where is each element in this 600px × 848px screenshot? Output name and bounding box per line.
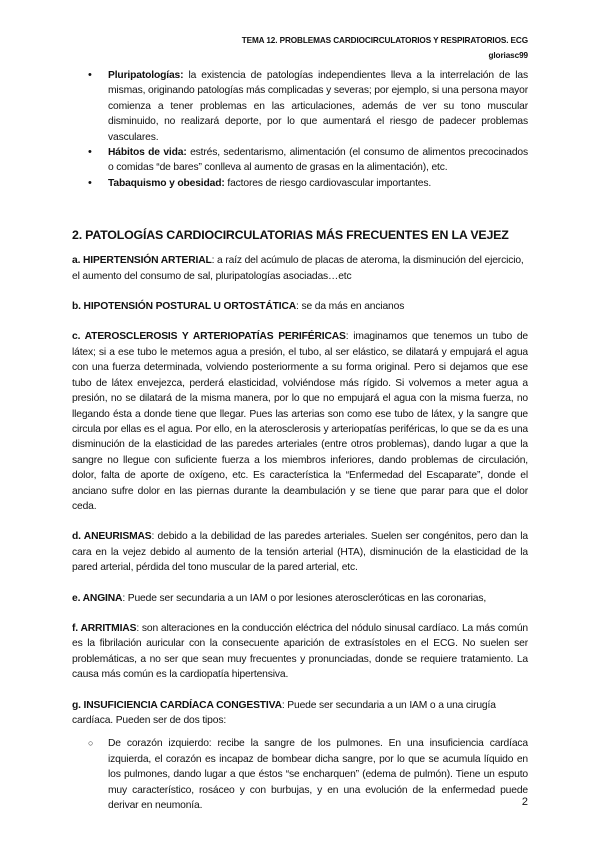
- paragraph-text: : debido a la debilidad de las paredes arteriales. Suelen ser congénitos, pero dan la cara en la vejez debido al aumento de la tensión arterial (HTA), disminución de la elasticidad de la pared arterial, pérdida del tono muscular de la pared arterial, etc.: [72, 531, 528, 574]
- paragraph-text: : Puede ser secundaria a un IAM o a una cirugía cardíaca. Pueden ser de dos tipos:: [72, 699, 496, 726]
- paragraph-aneurismas: [72, 529, 528, 575]
- list-item: [108, 68, 528, 145]
- list-item-term: Pluripatologías: [108, 70, 181, 81]
- header-author: gloriasc99: [488, 51, 528, 60]
- paragraph-insuficiencia: [72, 698, 528, 729]
- page-number: 2: [521, 796, 528, 808]
- paragraph-hipertension: [72, 253, 528, 284]
- paragraph-term: f. ARRITMIAS: [72, 622, 137, 634]
- list-item: [108, 176, 528, 191]
- list-item-sep: :: [221, 177, 225, 189]
- header-title: TEMA 12. PROBLEMAS CARDIOCIRCULATORIOS Y RESPIRATORIOS. ECG: [241, 36, 528, 45]
- paragraph-term: e. ANGINA: [72, 592, 123, 604]
- paragraph-text: : imaginamos que tenemos un tubo de látex; si a ese tubo le metemos agua a presión, el tubo, al ser elástico, se dilatará y empujará el agua con una fuerza determinada, volviendo posteriormente a su forma original. Pero si dejamos que ese tubo de látex envejezca, perderá elasticidad, volviéndose más rígido. Si volvemos a meter agua a presión, no se dilatará de la misma manera, por lo que no empujará el agua con la misma fuerza, no llegando ésta a donde tiene que llegar. Pues las arterias son como ese tubo de látex, y la sangre que circula por ellas es el agua. Por ello, en la aterosclerosis y arteriopatías periféricas, lo que se da es una disminución de la elasticidad de las paredes arteriales (entre otros problemas), dando lugar a que la sangre no llegue con suficiente fuerza a los miembros inferiores, dando problemas de circulación, dolor, falta de aporte de oxígeno, etc. Es característica la “Enfermedad del Escaparate”, donde el anciano sufre dolor en las piernas durante la deambulación y se tiene que parar para que el dolor ceda.: [72, 331, 528, 512]
- paragraph-term: g. INSUFICIENCIA CARDÍACA CONGESTIVA: [72, 699, 282, 711]
- list-item: [108, 145, 528, 176]
- risk-factor-list: [72, 68, 528, 191]
- paragraph-aterosclerosis: [72, 329, 528, 514]
- paragraph-text: : son alteraciones en la conducción eléctrica del nódulo sinusal cardíaco. La más común es la fibrilación auricular con la consecuente aparición de extrasístoles en el ECG. No suelen ser problemáticas, a no ser que sean muy frecuentes y pronunciadas, donde se requiere tratamiento. La causa más común es la cardiopatía hipertensiva.: [72, 622, 528, 681]
- paragraph-text: : Puede ser secundaria a un IAM o por lesiones ateroscleróticas en las coronarias,: [122, 592, 487, 604]
- list-item-term: Tabaquismo y obesidad: [108, 177, 222, 189]
- paragraph-term: c. ATEROSCLEROSIS Y ARTERIOPATÍAS PERIFÉRICAS: [72, 331, 346, 343]
- paragraph-term: b. HIPOTENSIÓN POSTURAL U ORTOSTÁTICA: [72, 301, 297, 313]
- paragraph-arritmias: [72, 621, 528, 683]
- list-item-sep: :: [180, 70, 184, 81]
- paragraph-text: : a raíz del acúmulo de placas de ateroma, la disminución del ejercicio, el aumento del consumo de sal, pluripatologías asociadas…etc: [72, 255, 524, 282]
- page-header: [242, 33, 528, 63]
- paragraph-angina: [72, 591, 528, 606]
- document-body: [72, 68, 528, 813]
- list-item-term: Hábitos de vida: [108, 147, 184, 159]
- list-item: ○ De corazón izquierdo: recibe la sangre de los pulmones. En una insuficiencia cardíaca izquierda, el corazón es incapaz de bombear dicha sangre, por lo que se acumula líquido en los pulmones, dando lugar a que éstos “se encharquen” (edema de pulmón). Tiene un esputo muy característico, rosáceo y con burbujas, y en una evolución de la enfermedad puede derivar en neumonía.: [108, 736, 528, 813]
- list-item-text: la existencia de patologías independientes lleva a la interrelación de las mismas, originando patologías más complicadas y severas; por ejemplo, si una persona mayor comienza a tener problemas en las articulaciones, además de ver su tono muscular disminuido, no realizará deporte, por lo que aumentará el riesgo de padecer problemas vasculares.: [108, 70, 528, 143]
- list-item-text: factores de riesgo cardiovascular importantes.: [224, 177, 432, 189]
- paragraph-text: : se da más en ancianos: [296, 301, 405, 313]
- list-item-text: estrés, sedentarismo, alimentación (el consumo de alimentos precocinados o comidas “de bares” conlleva al aumento de grasas en la alimentación), etc.: [108, 147, 528, 174]
- insuficiencia-types-list: [72, 736, 528, 813]
- paragraph-hipotension: [72, 299, 528, 314]
- paragraph-term: a. HIPERTENSIÓN ARTERIAL: [72, 255, 212, 267]
- paragraph-term: d. ANEURISMAS: [72, 531, 152, 543]
- list-item-sep: :: [183, 147, 187, 159]
- section-title: 2. PATOLOGÍAS CARDIOCIRCULATORIAS MÁS FRECUENTES EN LA VEJEZ: [72, 228, 509, 243]
